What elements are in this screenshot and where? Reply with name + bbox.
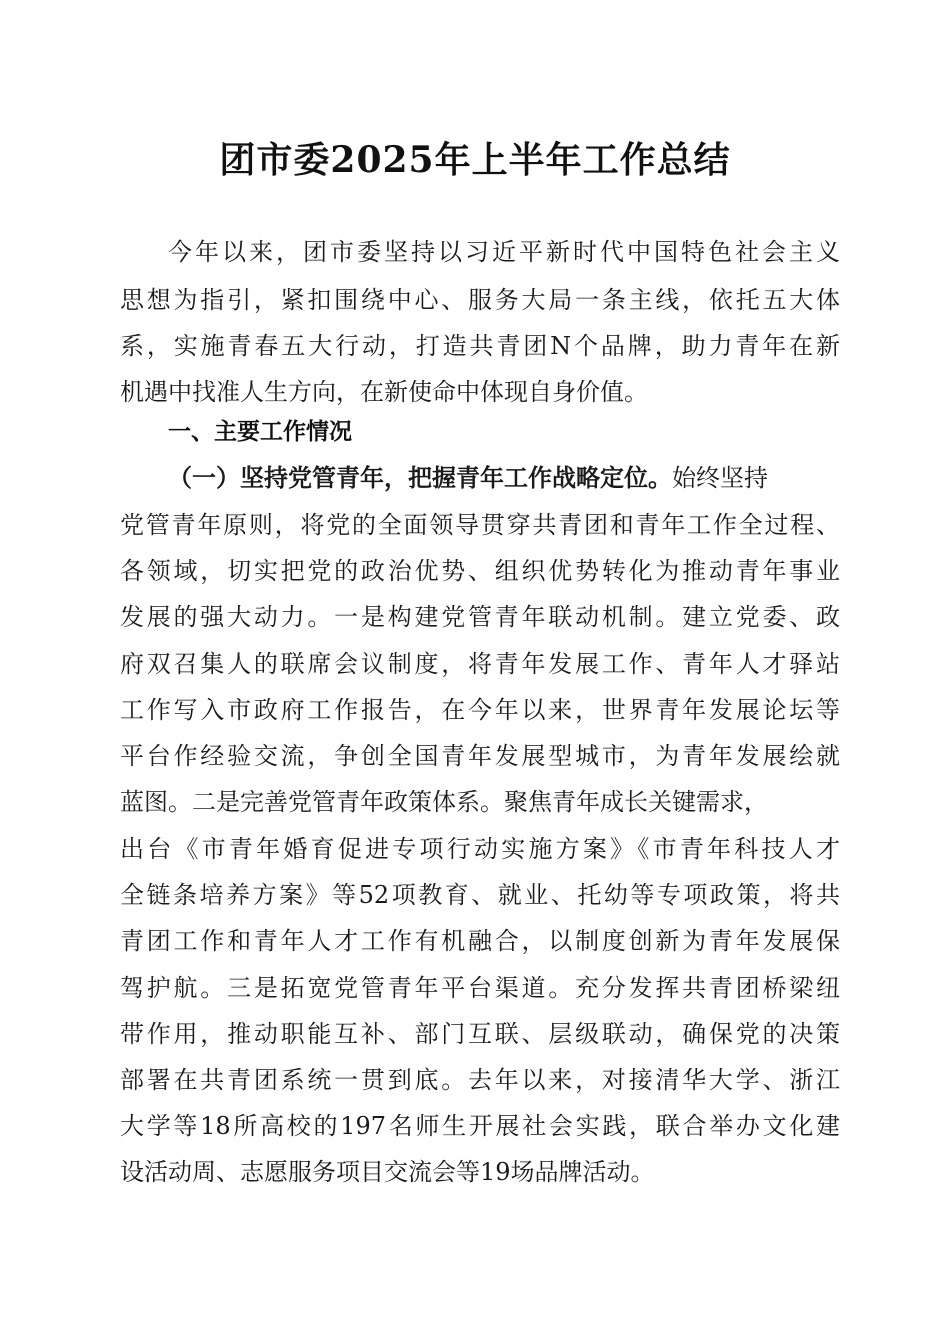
document-title: 团市委2025年上半年工作总结	[219, 139, 731, 181]
body-line: 设活动周、志愿服务项目交流会等19场品牌活动。	[120, 1158, 655, 1186]
body-line: 平台作经验交流，争创全国青年发展型城市，为青年发展绘就	[120, 742, 840, 770]
body-line: 各领域，切实把党的政治优势、组织优势转化为推动青年事业	[120, 557, 840, 585]
body-line: 发展的强大动力。一是构建党管青年联动机制。建立党委、政	[120, 603, 840, 631]
section-heading: 一、主要工作情况	[168, 419, 352, 445]
subsection-heading: （一）坚持党管青年，把握青年工作战略定位。	[168, 463, 672, 492]
intro-line: 今年以来，团市委坚持以习近平新时代中国特色社会主义	[168, 238, 840, 266]
body-line: 工作写入市政府工作报告，在今年以来，世界青年发展论坛等	[120, 696, 840, 724]
body-line: 府双召集人的联席会议制度，将青年发展工作、青年人才驿站	[120, 650, 840, 678]
body-line: 蓝图。二是完善党管青年政策体系。聚焦青年成长关键需求，	[120, 788, 768, 816]
body-line: 大学等18所高校的197名师生开展社会实践，联合举办文化建	[120, 1112, 840, 1140]
subsection-first-line-rest: 始终坚持	[672, 464, 768, 492]
body-line: 出台《市青年婚育促进专项行动实施方案》《市青年科技人才	[120, 835, 840, 863]
subsection-first-line	[168, 459, 840, 497]
body-line: 带作用，推动职能互补、部门互联、层级联动，确保党的决策	[120, 1020, 840, 1048]
body-line: 党管青年原则，将党的全面领导贯穿共青团和青年工作全过程、	[120, 511, 840, 539]
intro-line: 思想为指引，紧扣围绕中心、服务大局一条主线，依托五大体	[120, 286, 840, 314]
body-line: 驾护航。三是拓宽党管青年平台渠道。充分发挥共青团桥梁纽	[120, 974, 840, 1002]
intro-line: 系，实施青春五大行动，打造共青团N个品牌，助力青年在新	[120, 332, 840, 360]
body-line: 部署在共青团系统一贯到底。去年以来，对接清华大学、浙江	[120, 1066, 840, 1094]
body-line: 青团工作和青年人才工作有机融合，以制度创新为青年发展保	[120, 927, 840, 955]
body-line: 全链条培养方案》等52项教育、就业、托幼等专项政策，将共	[120, 881, 840, 909]
intro-line: 机遇中找准人生方向，在新使命中体现自身价值。	[120, 378, 648, 406]
